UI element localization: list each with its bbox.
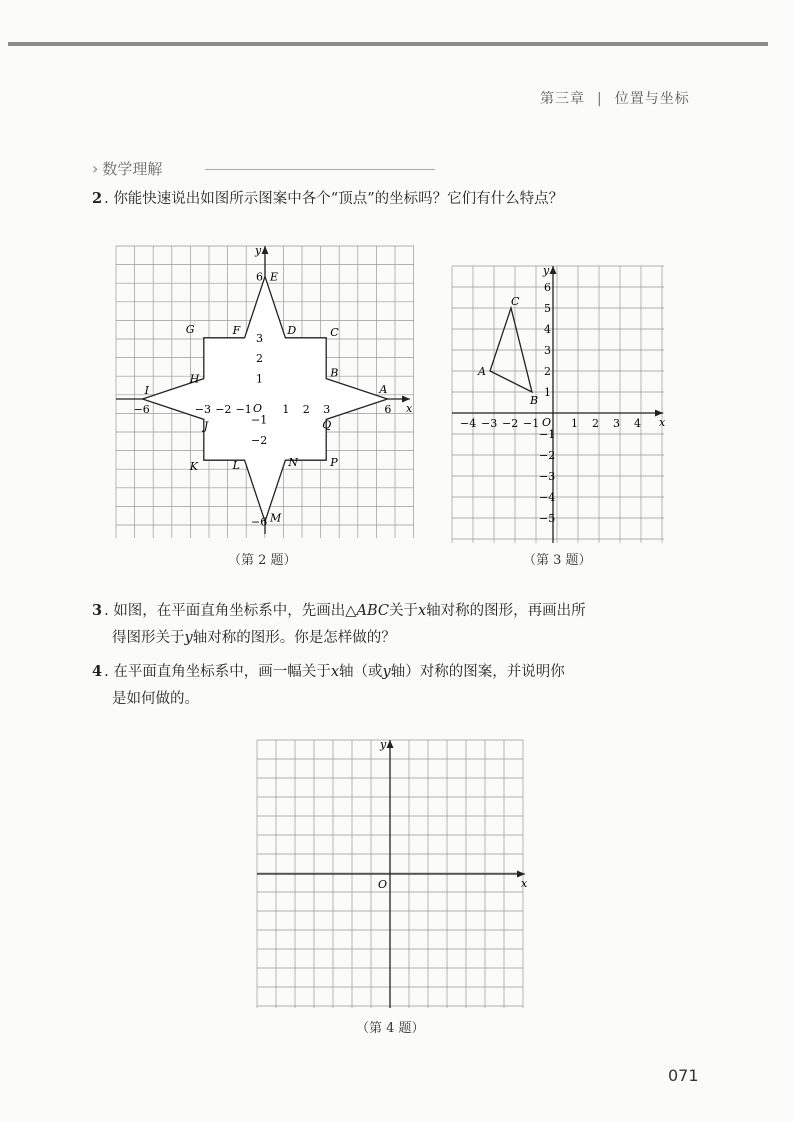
x-tick-label: 1 (571, 417, 578, 430)
vertex-label: M (270, 511, 282, 525)
triangle-name: ABC (356, 603, 389, 619)
vertex-label: B (530, 394, 539, 407)
question-text: 轴（或 (339, 664, 383, 680)
question-text: 轴对称的图形，再画出所 (426, 603, 586, 619)
x-tick-label: 3 (323, 403, 331, 416)
x-tick-label: −6 (133, 403, 150, 416)
section-heading (92, 158, 162, 179)
y-tick-label: 1 (256, 372, 263, 386)
header-rule (8, 42, 768, 46)
vertex-label: A (478, 365, 486, 378)
question-number: 3 (92, 602, 103, 619)
page-number: 071 (668, 1066, 699, 1085)
question-3: 3 . 如图，在平面直角坐标系中，先画出△ABC关于x轴对称的图形，再画出所 得图形关于y轴对称的图形。你是怎样做的？ (92, 602, 586, 646)
y-axis-label: y (255, 244, 262, 257)
axis-symbol: x (330, 664, 339, 680)
x-tick-label: −2 (215, 403, 232, 416)
y-tick-label: 6 (256, 270, 263, 284)
header-separator: | (597, 91, 603, 107)
vertex-label: B (330, 366, 339, 380)
y-tick-label: −2 (251, 433, 268, 447)
y-tick-label: 2 (256, 352, 263, 366)
x-tick-label: −3 (481, 417, 498, 430)
vertex-label: Q (322, 418, 332, 432)
question-text: 如图，在平面直角坐标系中，先画出△ (113, 603, 357, 619)
x-tick-label: −2 (502, 417, 519, 430)
figure-3-triangle-grid (448, 262, 673, 547)
x-tick-label: −4 (460, 417, 477, 430)
star-shape (143, 277, 388, 525)
question-text: 轴对称的图形。你是怎样做的？ (192, 630, 396, 646)
vertex-label: G (185, 322, 195, 336)
figure-4-caption: （第 4 题） (356, 1021, 425, 1036)
question-text: 关于 (388, 603, 418, 619)
question-text: 轴）对称的图案，并说明你 (390, 664, 565, 680)
question-4: 4 . 在平面直角坐标系中，画一幅关于x轴（或y轴）对称的图案，并说明你 是如何做的。 (92, 663, 565, 707)
question-text: 在平面直角坐标系中，画一幅关于 (113, 664, 331, 680)
y-tick-label: −5 (539, 512, 556, 525)
chapter-label: 第三章 (540, 91, 585, 107)
y-axis-arrow-icon (262, 246, 269, 254)
question-text: 你能快速说出如图所示图案中各个“顶点”的坐标吗？它们有什么特点？ (113, 191, 564, 207)
figure-2-star-grid (110, 242, 420, 542)
x-axis-label: x (659, 416, 666, 429)
y-tick-label: 4 (544, 323, 551, 336)
origin-label: O (378, 878, 388, 891)
y-tick-label: 6 (544, 281, 551, 294)
origin-label: O (542, 416, 552, 429)
axis-symbol: y (184, 630, 193, 646)
x-tick-label: 1 (282, 403, 290, 416)
chevron-right-icon: › (92, 159, 99, 178)
y-axis-label: y (543, 264, 550, 277)
vertex-label: I (144, 384, 149, 397)
figure-3-caption: （第 3 题） (523, 553, 592, 568)
section-rule (205, 169, 435, 170)
vertex-label: D (287, 323, 297, 337)
y-tick-label: −6 (251, 515, 268, 529)
question-2: 2 . 你能快速说出如图所示图案中各个“顶点”的坐标吗？它们有什么特点？ (92, 190, 564, 207)
figure-4-empty-grid (250, 735, 535, 1025)
x-tick-label: 4 (634, 417, 641, 430)
x-tick-label: 2 (592, 417, 599, 430)
question-text: 是如何做的。 (112, 691, 199, 707)
y-tick-label: 3 (544, 344, 551, 357)
vertex-label: H (189, 372, 200, 386)
section-title: 数学理解 (102, 160, 163, 178)
x-tick-label: −1 (523, 417, 540, 430)
y-tick-label: 2 (544, 365, 551, 378)
vertex-label: F (232, 323, 241, 337)
vertex-label: J (203, 419, 209, 433)
y-tick-label: −2 (539, 449, 556, 462)
x-axis-label: x (521, 877, 528, 890)
x-axis-label: x (406, 402, 413, 415)
figure-2-caption: （第 2 题） (228, 553, 297, 568)
x-tick-label: 3 (613, 417, 620, 430)
question-number: 4 (92, 663, 103, 680)
vertex-label: K (189, 460, 199, 474)
axis-symbol: x (417, 603, 427, 619)
y-tick-label: −3 (539, 470, 556, 483)
chapter-header (540, 88, 690, 108)
x-tick-label: −1 (235, 403, 252, 416)
vertex-label: L (232, 459, 240, 473)
vertex-label: N (288, 456, 299, 470)
vertex-label: P (330, 456, 338, 470)
chapter-topic: 位置与坐标 (614, 91, 690, 107)
question-number: 2 (92, 190, 103, 207)
y-tick-label: −4 (539, 491, 556, 504)
vertex-label: C (330, 325, 339, 339)
y-tick-label: −1 (539, 428, 556, 441)
x-tick-label: 6 (384, 403, 392, 416)
y-axis-arrow-icon (387, 740, 394, 748)
y-tick-label: 5 (544, 302, 551, 315)
x-tick-label: −3 (194, 403, 212, 416)
y-axis-label: y (380, 738, 387, 751)
y-tick-label: 3 (256, 331, 263, 345)
y-tick-label: −1 (251, 413, 268, 427)
vertex-label: C (511, 295, 520, 308)
y-tick-label: 1 (544, 386, 551, 399)
question-text: 得图形关于 (112, 630, 185, 646)
x-tick-label: 2 (302, 403, 310, 416)
vertex-label: E (270, 270, 279, 284)
vertex-label: A (379, 383, 388, 396)
axis-symbol: y (382, 664, 391, 680)
y-axis-arrow-icon (550, 266, 557, 274)
origin-label: O (253, 402, 263, 415)
